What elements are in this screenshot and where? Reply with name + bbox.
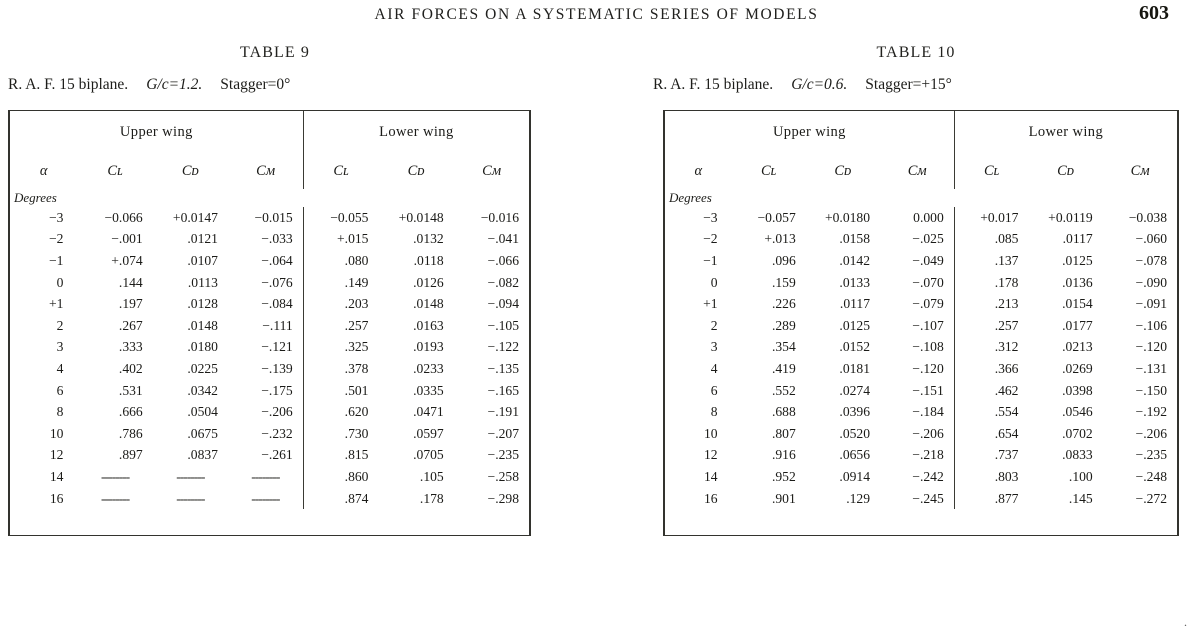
cell-value: .289 bbox=[771, 317, 796, 333]
cell-value: +0.0148 bbox=[398, 209, 444, 225]
table-row bbox=[10, 445, 529, 467]
cell-value: +0.0180 bbox=[824, 209, 871, 225]
cell-value: .688 bbox=[771, 404, 796, 420]
table-stagger: Stagger=0° bbox=[220, 76, 291, 93]
cell-value: −.122 bbox=[487, 339, 519, 355]
cell-alpha: 6 bbox=[710, 382, 718, 398]
cell-value: .0177 bbox=[1062, 317, 1093, 333]
col-cd-upper: Cᴅ bbox=[181, 162, 199, 179]
cell-value: −0.015 bbox=[228, 207, 303, 229]
cell-value: .096 bbox=[771, 252, 796, 268]
cell-value: −.206 bbox=[1135, 425, 1167, 441]
cell-value: .0117 bbox=[1062, 231, 1093, 247]
table-row bbox=[665, 380, 1177, 402]
cell-value: −.107 bbox=[880, 315, 954, 337]
cell-value: −.120 bbox=[880, 358, 954, 380]
cell-value: −.242 bbox=[880, 466, 954, 488]
col-alpha: α bbox=[694, 162, 703, 179]
cell-value: .267 bbox=[118, 317, 143, 333]
cell-value: -------- bbox=[228, 488, 303, 510]
cell-value: −.207 bbox=[487, 425, 519, 441]
cell-alpha: 8 bbox=[56, 404, 64, 420]
cell-value: −0.055 bbox=[330, 209, 369, 225]
cell-alpha: −3 bbox=[703, 209, 718, 225]
cell-value: .620 bbox=[344, 404, 369, 420]
cell-value: .0342 bbox=[187, 382, 218, 398]
cell-value: −.248 bbox=[1135, 468, 1167, 484]
cell-value: −.001 bbox=[111, 231, 143, 247]
table-gap-ratio: G/c=0.6. bbox=[791, 76, 848, 93]
cell-value: .0675 bbox=[187, 425, 218, 441]
group-header-upper: Upper wing bbox=[665, 111, 954, 153]
data-table-9 bbox=[10, 111, 529, 535]
cell-value: .257 bbox=[994, 317, 1019, 333]
cell-alpha: 3 bbox=[710, 339, 718, 355]
cell-value: −.079 bbox=[880, 293, 954, 315]
cell-value: −.131 bbox=[1135, 360, 1167, 376]
col-cd-lower: Cᴅ bbox=[407, 162, 425, 179]
cell-value: .807 bbox=[771, 425, 796, 441]
cell-value: .402 bbox=[118, 360, 143, 376]
cell-value: .0233 bbox=[413, 360, 444, 376]
cell-value: .178 bbox=[419, 490, 444, 506]
group-header-lower: Lower wing bbox=[1028, 123, 1104, 140]
cell-value: .0180 bbox=[187, 339, 218, 355]
cell-alpha: −1 bbox=[49, 252, 64, 268]
col-alpha: α bbox=[39, 162, 48, 179]
cell-value: .737 bbox=[994, 447, 1019, 463]
cell-value: -------- bbox=[228, 466, 303, 488]
cell-value: .0113 bbox=[187, 274, 218, 290]
cell-value: .325 bbox=[344, 339, 369, 355]
cell-value: .0142 bbox=[839, 252, 871, 268]
cell-value: −.108 bbox=[880, 337, 954, 359]
table-row bbox=[10, 337, 529, 359]
cell-value: −.041 bbox=[487, 231, 519, 247]
cell-value: .877 bbox=[994, 490, 1019, 506]
data-table-10 bbox=[665, 111, 1177, 535]
cell-value: −.206 bbox=[880, 423, 954, 445]
table-block-10 bbox=[649, 44, 1183, 536]
table-row bbox=[665, 207, 1177, 229]
table-row bbox=[10, 401, 529, 423]
col-cm-lower: Cᴍ bbox=[1130, 162, 1150, 179]
table-stagger: Stagger=+15° bbox=[865, 76, 952, 93]
cell-value: −.090 bbox=[1135, 274, 1167, 290]
cell-value: .0126 bbox=[413, 274, 444, 290]
table-row bbox=[665, 488, 1177, 510]
cell-value: −.191 bbox=[487, 404, 519, 420]
cell-value: .0269 bbox=[1062, 360, 1093, 376]
cell-value: −.151 bbox=[880, 380, 954, 402]
cell-value: .0225 bbox=[187, 360, 218, 376]
cell-value: −.192 bbox=[1135, 404, 1167, 420]
table-row bbox=[665, 229, 1177, 251]
cell-value: −.076 bbox=[228, 272, 303, 294]
table-model-label: R. A. F. 15 biplane. bbox=[653, 76, 774, 93]
table-row bbox=[10, 488, 529, 510]
cell-value: −0.057 bbox=[757, 209, 796, 225]
cell-value: −.084 bbox=[228, 293, 303, 315]
group-header-lower: Lower wing bbox=[379, 123, 454, 140]
cell-alpha: +1 bbox=[703, 296, 718, 312]
cell-value: .786 bbox=[118, 425, 143, 441]
cell-alpha: −3 bbox=[49, 209, 64, 225]
table-row bbox=[10, 229, 529, 251]
cell-value: −.078 bbox=[1135, 252, 1167, 268]
cell-value: .552 bbox=[771, 382, 796, 398]
column-header-row bbox=[665, 153, 1177, 189]
cell-alpha: 0 bbox=[56, 274, 64, 290]
unit-label-row bbox=[10, 189, 529, 207]
cell-value: .0546 bbox=[1062, 404, 1093, 420]
cell-value: .366 bbox=[994, 360, 1019, 376]
page-artifact: . bbox=[1184, 615, 1187, 629]
table-row bbox=[10, 423, 529, 445]
table-row bbox=[665, 272, 1177, 294]
table-row bbox=[10, 207, 529, 229]
table-row bbox=[665, 466, 1177, 488]
table-row bbox=[665, 315, 1177, 337]
cell-value: .897 bbox=[118, 447, 143, 463]
cell-value: −.258 bbox=[487, 468, 519, 484]
table-gap-ratio: G/c=1.2. bbox=[146, 76, 203, 93]
cell-value: .203 bbox=[344, 296, 369, 312]
cell-alpha: 14 bbox=[703, 468, 718, 484]
cell-value: −.261 bbox=[228, 445, 303, 467]
cell-value: −.121 bbox=[228, 337, 303, 359]
cell-value: −.106 bbox=[1135, 317, 1167, 333]
cell-value: −.165 bbox=[487, 382, 519, 398]
unit-label: Degrees bbox=[669, 190, 712, 205]
cell-value: .159 bbox=[771, 274, 796, 290]
cell-value: .137 bbox=[994, 252, 1019, 268]
table-row bbox=[665, 337, 1177, 359]
cell-value: .815 bbox=[344, 447, 369, 463]
cell-value: .0125 bbox=[1062, 252, 1093, 268]
cell-value: .312 bbox=[994, 339, 1019, 355]
table-subtitle bbox=[649, 76, 1183, 94]
cell-value: .0914 bbox=[839, 468, 871, 484]
table-row bbox=[665, 358, 1177, 380]
table-body-9 bbox=[10, 207, 529, 509]
cell-value: −.139 bbox=[228, 358, 303, 380]
table-block-9 bbox=[8, 44, 542, 536]
cell-alpha: −2 bbox=[49, 231, 64, 247]
cell-value: −.235 bbox=[1135, 447, 1167, 463]
cell-value: .860 bbox=[344, 468, 369, 484]
cell-value: 0.000 bbox=[880, 207, 954, 229]
cell-value: −.272 bbox=[1135, 490, 1167, 506]
cell-value: .0213 bbox=[1062, 339, 1093, 355]
table-body-10 bbox=[665, 207, 1177, 509]
group-header-row bbox=[665, 111, 1177, 153]
cell-value: −.135 bbox=[487, 360, 519, 376]
cell-alpha: 10 bbox=[49, 425, 64, 441]
cell-value: −0.038 bbox=[1128, 209, 1167, 225]
cell-alpha: 16 bbox=[49, 490, 64, 506]
table-row bbox=[10, 272, 529, 294]
cell-value: +.015 bbox=[337, 231, 369, 247]
cell-value: .0705 bbox=[413, 447, 444, 463]
cell-value: .0597 bbox=[413, 425, 444, 441]
cell-alpha: 16 bbox=[703, 490, 718, 506]
cell-value: .333 bbox=[118, 339, 143, 355]
cell-alpha: 12 bbox=[49, 447, 64, 463]
cell-value: .730 bbox=[344, 425, 369, 441]
cell-value: +0.0119 bbox=[1048, 209, 1093, 225]
col-cm-upper: Cᴍ bbox=[880, 153, 954, 189]
unit-label-row bbox=[665, 189, 1177, 207]
cell-value: .803 bbox=[994, 468, 1019, 484]
cell-value: .901 bbox=[771, 490, 796, 506]
table-subtitle bbox=[8, 76, 542, 94]
cell-value: −.206 bbox=[228, 401, 303, 423]
cell-alpha: 8 bbox=[710, 404, 718, 420]
cell-value: .0396 bbox=[839, 404, 871, 420]
cell-value: .145 bbox=[1068, 490, 1093, 506]
cell-value: .0702 bbox=[1062, 425, 1093, 441]
cell-value: −0.066 bbox=[104, 209, 143, 225]
table-row bbox=[10, 315, 529, 337]
cell-value: .197 bbox=[118, 296, 143, 312]
cell-value: .0152 bbox=[839, 339, 871, 355]
cell-value: .0117 bbox=[839, 296, 871, 312]
cell-value: −.235 bbox=[487, 447, 519, 463]
cell-value: −.025 bbox=[880, 229, 954, 251]
cell-value: -------- bbox=[100, 490, 130, 506]
data-table-wrapper bbox=[663, 110, 1179, 536]
cell-value: −.245 bbox=[880, 488, 954, 510]
cell-value: .666 bbox=[118, 404, 143, 420]
cell-value: .080 bbox=[344, 252, 369, 268]
cell-value: .0148 bbox=[413, 296, 444, 312]
cell-value: −.184 bbox=[880, 401, 954, 423]
cell-value: −.111 bbox=[228, 315, 303, 337]
table-row bbox=[10, 380, 529, 402]
cell-value: .654 bbox=[994, 425, 1019, 441]
table-model-label: R. A. F. 15 biplane. bbox=[8, 76, 129, 93]
cell-alpha: 4 bbox=[710, 360, 718, 376]
cell-value: .0471 bbox=[413, 404, 444, 420]
cell-value: .874 bbox=[344, 490, 369, 506]
cell-value: .0656 bbox=[839, 447, 871, 463]
cell-value: .354 bbox=[771, 339, 796, 355]
tables-container bbox=[0, 44, 1193, 536]
cell-value: .0154 bbox=[1062, 296, 1093, 312]
table-caption: TABLE 9 bbox=[240, 44, 310, 61]
col-cl-lower: Cʟ bbox=[983, 162, 1000, 179]
data-table-wrapper bbox=[8, 110, 531, 536]
cell-value: .0833 bbox=[1062, 447, 1093, 463]
cell-value: .554 bbox=[994, 404, 1019, 420]
col-cl-lower: Cʟ bbox=[333, 162, 349, 179]
cell-alpha: +1 bbox=[49, 296, 64, 312]
cell-alpha: −1 bbox=[703, 252, 718, 268]
col-cl-upper: Cʟ bbox=[761, 162, 777, 179]
table-row bbox=[665, 293, 1177, 315]
cell-value: −.218 bbox=[880, 445, 954, 467]
cell-value: .0274 bbox=[839, 382, 871, 398]
cell-alpha: −2 bbox=[703, 231, 718, 247]
cell-value: .213 bbox=[994, 296, 1019, 312]
cell-value: -------- bbox=[176, 490, 205, 506]
cell-value: .0837 bbox=[187, 447, 218, 463]
cell-value: .0163 bbox=[413, 317, 444, 333]
table-row bbox=[10, 293, 529, 315]
cell-value: −.232 bbox=[228, 423, 303, 445]
cell-value: .0335 bbox=[413, 382, 444, 398]
cell-alpha: 14 bbox=[49, 468, 64, 484]
cell-value: .531 bbox=[118, 382, 143, 398]
cell-value: .952 bbox=[771, 468, 796, 484]
cell-value: .0121 bbox=[187, 231, 218, 247]
cell-value: .129 bbox=[846, 490, 871, 506]
cell-alpha: 0 bbox=[710, 274, 718, 290]
cell-value: .0148 bbox=[187, 317, 218, 333]
running-head: AIR FORCES ON A SYSTEMATIC SERIES OF MODELS bbox=[374, 6, 819, 23]
group-header-upper: Upper wing bbox=[10, 111, 303, 153]
cell-value: -------- bbox=[176, 468, 205, 484]
table-row bbox=[10, 250, 529, 272]
cell-value: −0.016 bbox=[480, 209, 519, 225]
cell-value: .0193 bbox=[413, 339, 444, 355]
table-row bbox=[10, 466, 529, 488]
table-row bbox=[665, 250, 1177, 272]
cell-value: .100 bbox=[1068, 468, 1093, 484]
table-row bbox=[665, 423, 1177, 445]
unit-label: Degrees bbox=[14, 190, 57, 205]
cell-value: −.094 bbox=[487, 296, 519, 312]
cell-value: −.082 bbox=[487, 274, 519, 290]
col-cl-upper: Cʟ bbox=[107, 162, 123, 179]
col-cm-upper: Cᴍ bbox=[228, 153, 303, 189]
cell-value: .226 bbox=[771, 296, 796, 312]
cell-alpha: 3 bbox=[56, 339, 64, 355]
cell-value: .0128 bbox=[187, 296, 218, 312]
cell-alpha: 10 bbox=[703, 425, 718, 441]
col-cd-upper: Cᴅ bbox=[834, 162, 852, 179]
col-cd-lower: Cᴅ bbox=[1057, 162, 1075, 179]
cell-value: .0398 bbox=[1062, 382, 1093, 398]
cell-alpha: 4 bbox=[56, 360, 64, 376]
cell-value: +.013 bbox=[764, 231, 796, 247]
table-row bbox=[665, 445, 1177, 467]
cell-value: −.033 bbox=[228, 229, 303, 251]
cell-value: −.150 bbox=[1135, 382, 1167, 398]
cell-value: .178 bbox=[994, 274, 1019, 290]
cell-value: −.070 bbox=[880, 272, 954, 294]
cell-value: .419 bbox=[771, 360, 796, 376]
cell-value: −.105 bbox=[487, 317, 519, 333]
page-number: 603 bbox=[1139, 2, 1169, 24]
cell-alpha: 6 bbox=[56, 382, 64, 398]
cell-value: .0520 bbox=[839, 425, 871, 441]
cell-value: .0136 bbox=[1062, 274, 1093, 290]
cell-value: .916 bbox=[771, 447, 796, 463]
cell-value: −.060 bbox=[1135, 231, 1167, 247]
table-row bbox=[10, 358, 529, 380]
column-header-row bbox=[10, 153, 529, 189]
cell-alpha: 2 bbox=[56, 317, 64, 333]
cell-value: −.120 bbox=[1135, 339, 1167, 355]
cell-value: .0133 bbox=[839, 274, 871, 290]
cell-value: .0158 bbox=[839, 231, 871, 247]
cell-value: .085 bbox=[994, 231, 1019, 247]
cell-value: −.049 bbox=[880, 250, 954, 272]
cell-value: +0.0147 bbox=[172, 209, 218, 225]
cell-value: .0132 bbox=[413, 231, 444, 247]
cell-value: +.074 bbox=[111, 252, 143, 268]
cell-alpha: 2 bbox=[710, 317, 718, 333]
cell-value: .462 bbox=[994, 382, 1019, 398]
cell-value: .257 bbox=[344, 317, 369, 333]
cell-value: −.175 bbox=[228, 380, 303, 402]
cell-value: .0181 bbox=[839, 360, 871, 376]
cell-value: −.066 bbox=[487, 252, 519, 268]
cell-value: -------- bbox=[100, 468, 130, 484]
cell-value: .149 bbox=[344, 274, 369, 290]
group-header-row bbox=[10, 111, 529, 153]
cell-value: .378 bbox=[344, 360, 369, 376]
cell-value: .0107 bbox=[187, 252, 218, 268]
cell-value: −.298 bbox=[487, 490, 519, 506]
cell-value: −.064 bbox=[228, 250, 303, 272]
table-row bbox=[665, 401, 1177, 423]
cell-value: .0118 bbox=[413, 252, 444, 268]
cell-value: .0125 bbox=[839, 317, 871, 333]
cell-value: .144 bbox=[118, 274, 143, 290]
cell-value: −.091 bbox=[1135, 296, 1167, 312]
cell-value: +0.017 bbox=[980, 209, 1019, 225]
table-caption: TABLE 10 bbox=[876, 44, 956, 61]
cell-alpha: 12 bbox=[703, 447, 718, 463]
cell-value: .501 bbox=[344, 382, 369, 398]
col-cm-lower: Cᴍ bbox=[482, 162, 501, 179]
cell-value: .0504 bbox=[187, 404, 218, 420]
cell-value: .105 bbox=[419, 468, 444, 484]
